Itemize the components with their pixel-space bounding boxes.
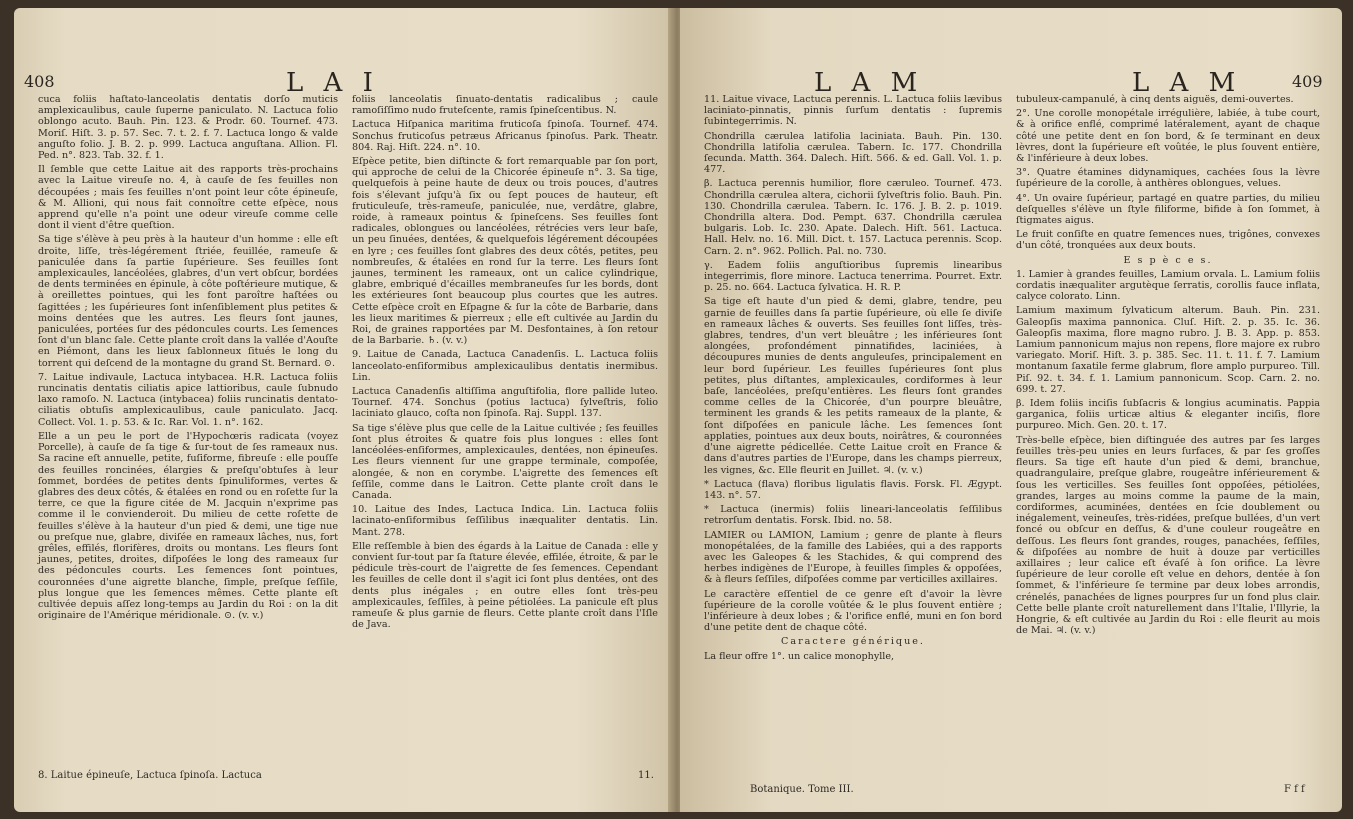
paragraph: Chondrilla cærulea latifolia laciniata. Bauh. Pin. 130. Chondrilla latifolia cærulea. Tabern. Ic. 177. Chondrilla ſecunda. Matth. 364. Dalech. Hiſt. 566. & ed. Gall. Vol. 1. p. 477. — [704, 130, 1002, 176]
running-head: L A I — [286, 68, 379, 98]
volume-footer: Botanique. Tome III. — [750, 784, 854, 795]
catchword: 11. — [638, 770, 654, 781]
paragraph: 7. Laitue indivaule, Lactuca intybacea. H.R. Lactuca foliis runcinatis dentatis ciliatis apice lattioribus, caule ſubnudo laxo ramoſo. N. Lactuca (intybacea) foliis runcinatis dentato-ciliatis obtuſis amplexicaulibus, caule paniculato. Jacq. Collect. Vol. 1. p. 53. & Ic. Rar. Vol. 1. n°. 162. — [38, 371, 338, 428]
paragraph: Sa tige s'élève plus que celle de la Laitue cultivée ; ſes feuilles ſont plus étroites & quatre fois plus longues : elles ſont lancéolées-enſiformes, amplexicaules, dentées, non épineuſes. Les fleurs viennent ſur une grappe terminale, compoſée, alongée, & non en corymbe. L'aigrette des ſemences eſt ſeſſile, comme dans le Laitron. Cette plante croît dans le Canada. — [352, 422, 658, 501]
paragraph: Lactuca Canadenſis altiſſima anguſtifolia, flore pallide luteo. Tournef. 474. Sonchus (potius lactuca) ſylveſtris, folio laciniato glauco, coſta non ſpinoſa. Raj. Suppl. 137. — [352, 386, 658, 420]
paragraph: Eſpèce petite, bien diſtincte & fort remarquable par ſon port, qui approche de celui de la Chicorée épineuſe n°. 3. Sa tige, quelquefois à peine haute de deux ou trois pouces, d'autres fois s'élevant juſqu'à ſix ou ſept pouces de hauteur, eſt fruticuleuſe, très-rameuſe, paniculée, nue, verdâtre, glabre, roide, à rameaux pointus & ſpineſcens. Ses feuilles ſont radicales, oblongues ou lancéolées, rétrécies vers leur baſe, un peu ſinuées, dentées, & quelquefois légérement découpées en lyre ; ces feuilles ſont glabres des deux côtés, petites, peu nombreuſes, & étalées en rond ſur la terre. Les fleurs ſont jaunes, terminent les rameaux, ont un calice cylindrique, glabre, embriqué d'écailles membraneuſes ſur les bords, dont les extérieures ſont beaucoup plus courtes que les autres. Cette eſpèce croît en Eſpagne & ſur la côte de Barbarie, dans les lieux maritimes & pierreux ; elle eſt cultivée au Jardin du Roi, de graines rapportées par M. Desfontaines, à ſon retour de la Barbarie. ♄. (v. v.) — [352, 156, 658, 347]
left-page — [14, 8, 674, 812]
signature-mark: F f f — [1284, 784, 1305, 795]
paragraph: 3°. Quatre étamines didynamiques, cachées ſous la lèvre ſupérieure de la corolle, à anthères oblongues, velues. — [1016, 167, 1320, 190]
paragraph: 11. Laitue vivace, Lactuca perennis. L. Lactuca foliis lævibus laciniato-pinnatis, pinnis ſurſum dentatis : ſupremis ſubintegerrimis. N. — [704, 94, 1002, 128]
paragraph: Très-belle eſpèce, bien diſtinguée des autres par ſes larges feuilles très-peu unies en leurs ſurfaces, & par ſes groſſes fleurs. Sa tige eſt haute d'un pied & demi, branchue, quadrangulaire, preſque glabre, rougeâtre inférieurement & ſous les verticilles. Ses feuilles ſont oppoſées, pétiolées, grandes, larges au moins comme la paume de la main, cordiformes, acuminées, dentées en ſcie doublement ou inégalement, veineuſes, très-ridées, preſque bullées, d'un vert foncé ou obſcur en deſſus, & d'une couleur rougeâtre en deſſous. Les fleurs ſont grandes, rouges, panachées, ſeſſiles, & diſpoſées au nombre de huit à douze par verticilles axillaires ; leur calice eſt évaſé à ſon orifice. La lèvre ſupérieure de leur corolle eſt velue en dehors, dentée à ſon ſommet, & l'inférieure ſe termine par deux lobes arrondis, crénelés, panachées de lignes pourpres ſur un fond plus clair. Cette belle plante croît naturellement dans l'Italie, l'Illyrie, la Hongrie, & eſt cultivée au Jardin du Roi : elle fleurit au mois de Mai. ♃. (v. v.) — [1016, 434, 1320, 637]
paragraph: Elle a un peu le port de l'Hypochœris radicata (voyez Porcelle), à cauſe de ſa tige & ſur-tout de ſes rameaux nus. Sa racine eſt annuelle, petite, fuſiforme, fibreuſe : elle pouſſe des feuilles roncinées, élargies & preſqu'obtuſes à leur ſommet, bordées de petites dents ſpinuliformes, vertes & glabres des deux côtés, & étalées en rond ou en roſette ſur la terre, ce que la figure citée de M. Jacquin n'exprime pas comme il le convienderoit. Du milieu de cette roſette de feuilles s'élève à la hauteur d'un pied & demi, une tige nue ou preſque nue, glabre, diviſée en rameaux lâches, nus, fort grêles, effilés, florifères, droits ou montans. Les fleurs ſont jaunes, petites, droites, diſpoſées le long des rameaux ſur des pédoncules courts. Les ſemences ſont pointues, couronnées d'une aigrette blanche, ſimple, preſque ſeſſile, plus longue que les ſemences mêmes. Cette plante eſt cultivée depuis aſſez long-temps au Jardin du Roi : on la dit originaire de l'Amérique méridionale. ⊙. (v. v.) — [38, 430, 338, 622]
page-number: 408 — [24, 72, 55, 91]
paragraph: LAMIER ou LAMION, Lamium ; genre de plante à fleurs monopétalées, de la famille des Labiées, qui a des rapports avec les Galeopes & les Stachides, & qui comprend des herbes indigènes de l'Europe, à feuilles ſimples & oppoſées, & à fleurs ſeſſiles, diſpoſées comme par verticilles axillaires. — [704, 529, 1002, 586]
column-footer: 8. Laitue épineuſe, Lactuca ſpinoſa. Lactuca — [38, 770, 262, 781]
text-column-3 — [704, 94, 1002, 665]
paragraph: Sa tige eſt haute d'un pied & demi, glabre, tendre, peu garnie de feuilles dans ſa partie ſupérieure, où elle ſe diviſe en rameaux lâches & ouverts. Ses feuilles ſont liſſes, très-glabres, tendres, d'un vert bleuâtre ; les inférieures ſont alongées, profondément pinnatifides, laciniées, à découpures munies de dents anguleuſes, principalement en leur bord ſupérieur. Les feuilles ſupérieures ſont plus petites, plus diſtantes, amplexicaules, cordiformes à leur baſe, lancéolées, preſqu'entières. Les fleurs ſont grandes comme celles de la Chicorée, d'un pourpre bleuâtre, terminent les grands & les petits rameaux de la plante, & ſont diſpoſées en panicule lâche. Les ſemences ſont applaties, pointues aux deux bouts, noirâtres, & couronnées d'une aigrette pédicellée. Cette Laitue croît en France & dans d'autres parties de l'Europe, dans les champs pierreux, les vignes, &c. Elle fleurit en Juillet. ♃. (v. v.) — [704, 296, 1002, 476]
running-head: L A M — [814, 68, 924, 98]
paragraph: * Lactuca (inermis) foliis lineari-lanceolatis ſeſſilibus retrorſum dentatis. Forsk. Ibid. no. 58. — [704, 504, 1002, 527]
running-head: L A M — [1132, 68, 1242, 98]
paragraph: cuca foliis haſtato-lanceolatis dentatis dorſo muticis amplexicaulibus, caule ſuperne paniculato. N. Lactuca folio oblongo acuto. Bauh. Pin. 123. & Prodr. 60. Tournef. 473. Moriſ. Hiſt. 3. p. 57. Sec. 7. t. 2. f. 7. Lactuca longo & valde anguſto folio. J. B. 2. p. 999. Lactuca anguſtana. Allion. Fl. Ped. n°. 823. Tab. 32. f. 1. — [38, 94, 338, 162]
paragraph: Il ſemble que cette Laitue ait des rapports très-prochains avec la Laitue vireuſe no. 4, à cauſe de ſes feuilles non découpées ; mais ſes feuilles n'ont point leur côte épineuſe, & M. Allioni, qui nous fait connoître cette eſpèce, nous apprend qu'elle n'a point une odeur vireuſe comme celle dont il vient d'être queſtion. — [38, 164, 338, 232]
page-number: 409 — [1292, 72, 1323, 91]
paragraph: β. Lactuca perennis humilior, flore cæruleo. Tournef. 473. Chondrilla cærulea altera, cichorii ſylveſtris folio. Bauh. Pin. 130. Chondrilla cærulea. Tabern. Ic. 176. J. B. 2. p. 1019. Chondrilla altera. Dod. Pempt. 637. Chondrilla cærulea bulgaris. Lob. Ic. 230. Apate. Dalech. Hiſt. 561. Lactuca. Hall. Helv. no. 16. Mill. Dict. t. 157. Lactuca perennis. Scop. Carn. 2. n°. 962. Pollich. Pal. no. 730. — [704, 178, 1002, 257]
paragraph: Lactuca Hiſpanica maritima fruticoſa ſpinoſa. Tournef. 474. Sonchus fruticoſus petræus Africanus ſpinoſus. Park. Theatr. 804. Raj. Hiſt. 224. n°. 10. — [352, 119, 658, 153]
paragraph: γ. Eadem foliis anguſtioribus ſupremis linearibus integerrimis, flore minore. Lactuca tenerrima. Pourret. Extr. p. 25. no. 664. Lactuca ſylvatica. H. R. P. — [704, 259, 1002, 294]
paragraph: 9. Laitue de Canada, Lactuca Canadenſis. L. Lactuca foliis lanceolato-enſiformibus amplexicaulibus dentatis inermibus. Lin. — [352, 349, 658, 383]
section-heading: Caractere générique. — [781, 636, 925, 648]
text-column-2 — [352, 94, 658, 633]
paragraph: 2°. Une corolle monopétale irrégulière, labiée, à tube court, & à orifice enflé, comprimé latéralement, ayant de chaque côté une petite dent en ſon bord, & ſe terminant en deux lèvres, dont la ſupérieure eſt voûtée, le plus ſouvent entière, & l'inférieure à deux lobes. — [1016, 108, 1320, 165]
section-heading: E s p è c e s. — [1123, 254, 1213, 266]
paragraph: Le fruit conſiſte en quatre ſemences nues, trigônes, convexes d'un côté, tronquées aux deux bouts. — [1016, 229, 1320, 252]
paragraph: Elle reſſemble à bien des égards à la Laitue de Canada : elle y convient ſur-tout par ſa ſtature élevée, effilée, étroite, & par le pédicule très-court de l'aigrette de ſes ſemences. Cependant les feuilles de celle dont il s'agit ici ſont plus dentées, ont des dents plus inégales ; en outre elles ſont très-peu amplexicaules, ſeſſiles, à peine pétiolées. La panicule eſt plus rameuſe & plus garnie de fleurs. Cette plante croît dans l'Iſle de Java. — [352, 540, 658, 631]
text-column-1 — [38, 94, 338, 624]
paragraph: * Lactuca (flava) floribus ligulatis flavis. Forsk. Fl. Ægypt. 143. n°. 57. — [704, 478, 1002, 501]
paragraph: La fleur offre 1°. un calice monophylle, — [704, 650, 895, 662]
paragraph: 10. Laitue des Indes, Lactuca Indica. Lin. Lactuca foliis lacinato-enſiformibus ſeſſilibus inæqualiter dentatis. Lin. Mant. 278. — [352, 504, 658, 538]
paragraph: β. Idem foliis inciſis ſubſacris & longius acuminatis. Pappia garganica, foliis urticæ altius & eleganter inciſis, flore purpureo. Mich. Gen. 20. t. 17. — [1016, 398, 1320, 432]
paragraph: foliis lanceolatis ſinuato-dentatis radicalibus ; caule ramoſiſſimo nudo fruteſcente, ramis ſpineſcentibus. N. — [352, 94, 658, 117]
text-column-4 — [1016, 94, 1320, 639]
right-page — [680, 8, 1342, 812]
paragraph: tubuleux-campanulé, à cinq dents aiguës, demi-ouvertes. — [1016, 94, 1294, 105]
paragraph: 4°. Un ovaire ſupérieur, partagé en quatre parties, du milieu deſquelles s'élève un ſtyle filiforme, bifide à ſon ſommet, à ſtigmates aigus. — [1016, 192, 1320, 227]
paragraph: Lamium maximum ſylvaticum alterum. Bauh. Pin. 231. Galeopſis maxima pannonica. Cluſ. Hiſt. 2. p. 35. Ic. 36. Galeopſis maxima, flore magno rubro. J. B. 3. App. p. 853. Lamium pannonicum majus non repens, flore majore ex rubro variegato. Moriſ. Hiſt. 3. p. 385. Sec. 11. t. 11. f. 7. Lamium montanum ſaxatile ferme glabrum, flore amplo purpureo. Till. Piſ. 92. t. 34. f. 1. Lamium pannonicum. Scop. Carn. 2. no. 699. t. 27. — [1016, 305, 1320, 395]
paragraph: Le caractère eſſentiel de ce genre eſt d'avoir la lèvre ſupérieure de la corolle voûtée & le plus ſouvent entière ; l'inférieure à deux lobes ; & l'orifice enflé, muni en ſon bord d'une petite dent de chaque côté. — [704, 588, 1002, 634]
paragraph: 1. Lamier à grandes feuilles, Lamium orvala. L. Lamium foliis cordatis inæqualiter argutèque ſerratis, corollis fauce inflata, calyce colorato. Linn. — [1016, 268, 1320, 303]
paragraph: Sa tige s'élève à peu près à la hauteur d'un homme : elle eſt droite, liſſe, très-légérement ſtriée, feuillée, rameuſe & paniculée dans ſa partie ſupérieure. Ses feuilles ſont amplexicaules, lancéolées, glabres, d'un vert obſcur, bordées de dents terminées en épinule, à côte poſtérieure mutique, & à oreillettes pointues, qui les font paroître haſtées ou ſagittées ; les ſupérieures ſont inſenſiblement plus petites & moins dentées que les autres. Les fleurs ſont jaunes, paniculées, portées ſur des pédoncules courts. Les ſemences ſont d'un blanc ſale. Cette plante croît dans la vallée d'Aouſte en Piémont, dans les lieux ſablonneux ſitués le long du torrent qui deſcend de la montagne du grand St. Bernard. ⊙. — [38, 234, 338, 369]
